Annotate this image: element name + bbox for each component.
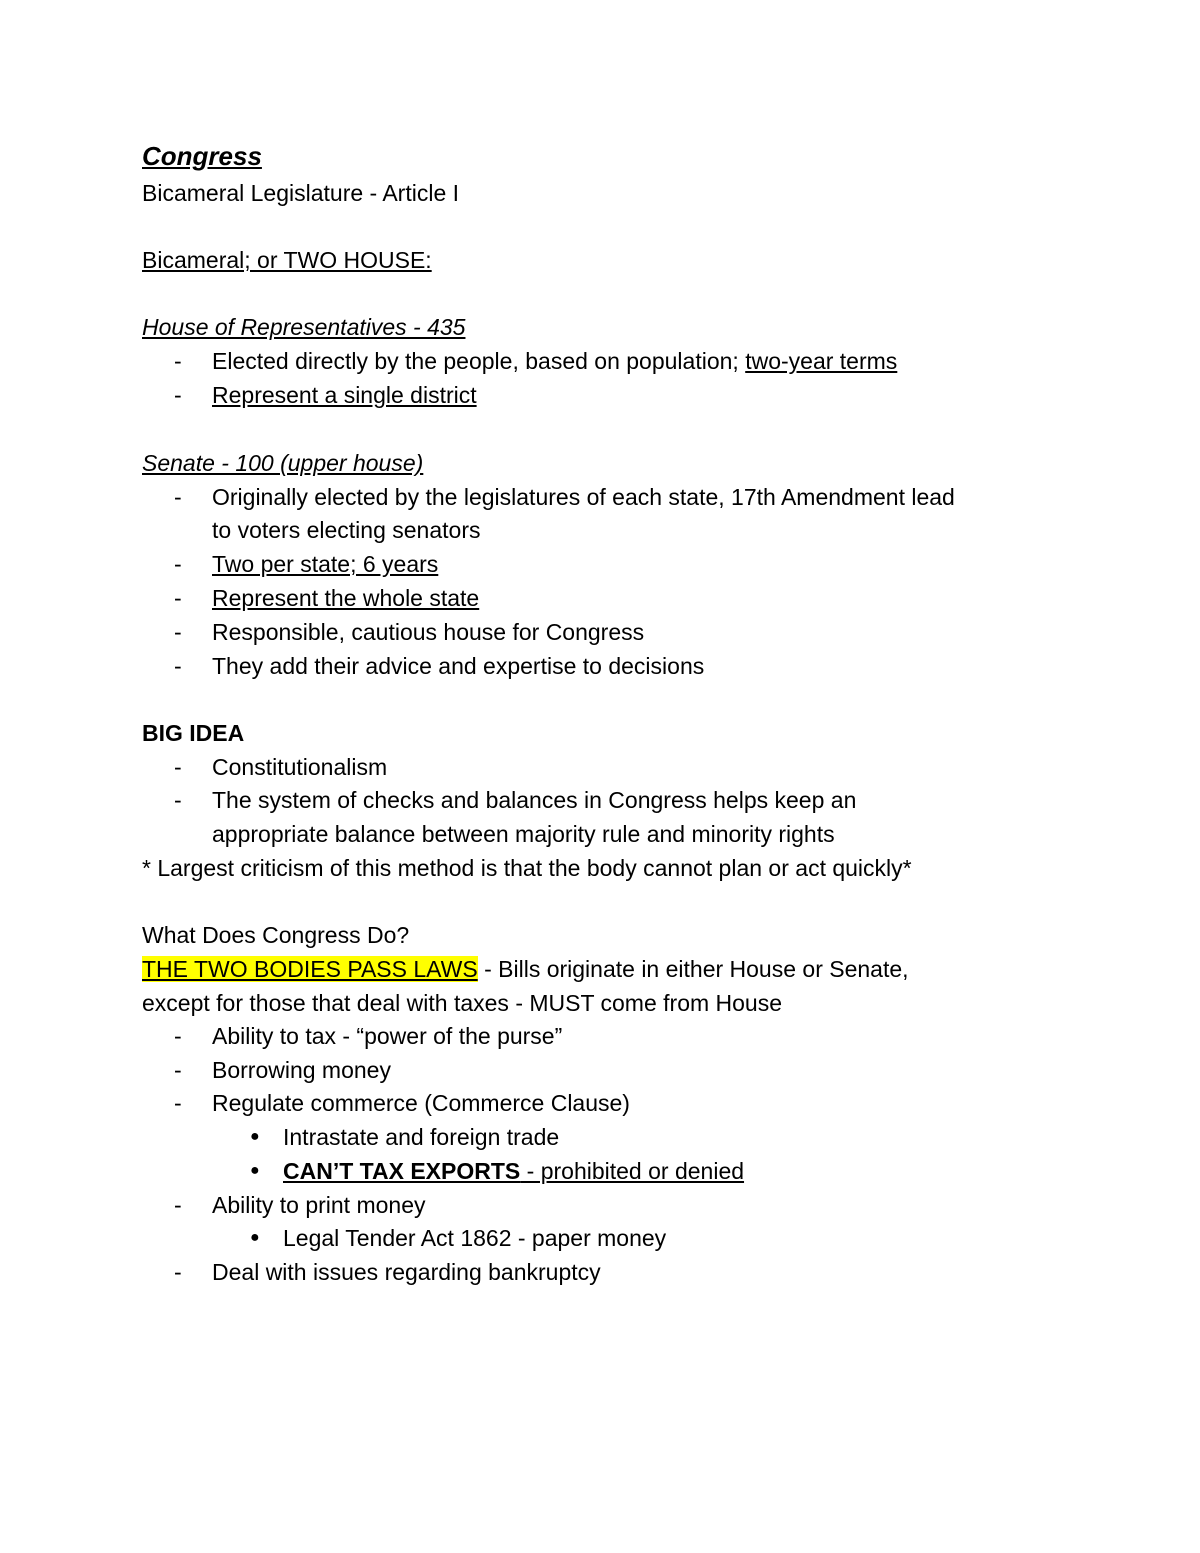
bullet-marker: ●: [250, 1162, 260, 1179]
dash-marker: -: [174, 1259, 182, 1285]
congress-item-3: Regulate commerce (Commerce Clause): [212, 1090, 630, 1116]
congress-item-3-sub-2: CAN’T TAX EXPORTS - prohibited or denied: [283, 1158, 745, 1184]
bullet-marker: ●: [250, 1128, 260, 1145]
bicameral-heading: Bicameral; or TWO HOUSE:: [142, 247, 432, 273]
big-idea-item-2-line-2: appropriate balance between majority rule and minority rights: [212, 821, 835, 847]
subtitle: Bicameral Legislature - Article I: [142, 180, 460, 206]
dash-marker: -: [174, 653, 182, 679]
senate-heading: Senate - 100 (upper house): [142, 450, 424, 476]
senate-item-3: Represent the whole state: [212, 585, 480, 611]
big-idea-item-2-line-1: The system of checks and balances in Congress helps keep an: [212, 787, 857, 813]
senate-item-5: They add their advice and expertise to decisions: [212, 653, 705, 679]
dash-marker: -: [174, 382, 182, 408]
congress-item-5: Deal with issues regarding bankruptcy: [212, 1259, 601, 1285]
dash-marker: -: [174, 551, 182, 577]
big-idea-heading: BIG IDEA: [142, 720, 245, 746]
dash-marker: -: [174, 787, 182, 813]
house-heading: House of Representatives - 435: [142, 314, 466, 340]
congress-item-1: Ability to tax - “power of the purse”: [212, 1023, 563, 1049]
senate-item-4: Responsible, cautious house for Congress: [212, 619, 645, 645]
page-title: Congress: [142, 141, 262, 171]
senate-item-1-line-1: Originally elected by the legislatures of each state, 17th Amendment lead: [212, 484, 955, 510]
congress-item-3-sub-1: Intrastate and foreign trade: [283, 1124, 560, 1150]
dash-marker: -: [174, 754, 182, 780]
house-item-2: Represent a single district: [212, 382, 477, 408]
bullet-marker: ●: [250, 1229, 260, 1246]
congress-item-4: Ability to print money: [212, 1192, 426, 1218]
dash-marker: -: [174, 1090, 182, 1116]
dash-marker: -: [174, 484, 182, 510]
pass-laws-line-2: except for those that deal with taxes - MUST come from House: [142, 990, 783, 1016]
house-item-1: Elected directly by the people, based on population; two-year terms: [212, 348, 898, 374]
congress-do-heading: What Does Congress Do?: [142, 922, 410, 948]
congress-item-2: Borrowing money: [212, 1057, 391, 1083]
dash-marker: -: [174, 1057, 182, 1083]
big-idea-note: * Largest criticism of this method is that the body cannot plan or act quickly*: [142, 855, 912, 881]
pass-laws-line: THE TWO BODIES PASS LAWS - Bills originate in either House or Senate,: [142, 956, 909, 982]
congress-item-4-sub-1: Legal Tender Act 1862 - paper money: [283, 1225, 667, 1251]
dash-marker: -: [174, 1192, 182, 1218]
dash-marker: -: [174, 619, 182, 645]
dash-marker: -: [174, 348, 182, 374]
pass-laws-highlight: THE TWO BODIES PASS LAWS: [142, 956, 478, 982]
senate-item-2: Two per state; 6 years: [212, 551, 439, 577]
big-idea-item-1: Constitutionalism: [212, 754, 388, 780]
dash-marker: -: [174, 585, 182, 611]
dash-marker: -: [174, 1023, 182, 1049]
senate-item-1-line-2: to voters electing senators: [212, 517, 481, 543]
